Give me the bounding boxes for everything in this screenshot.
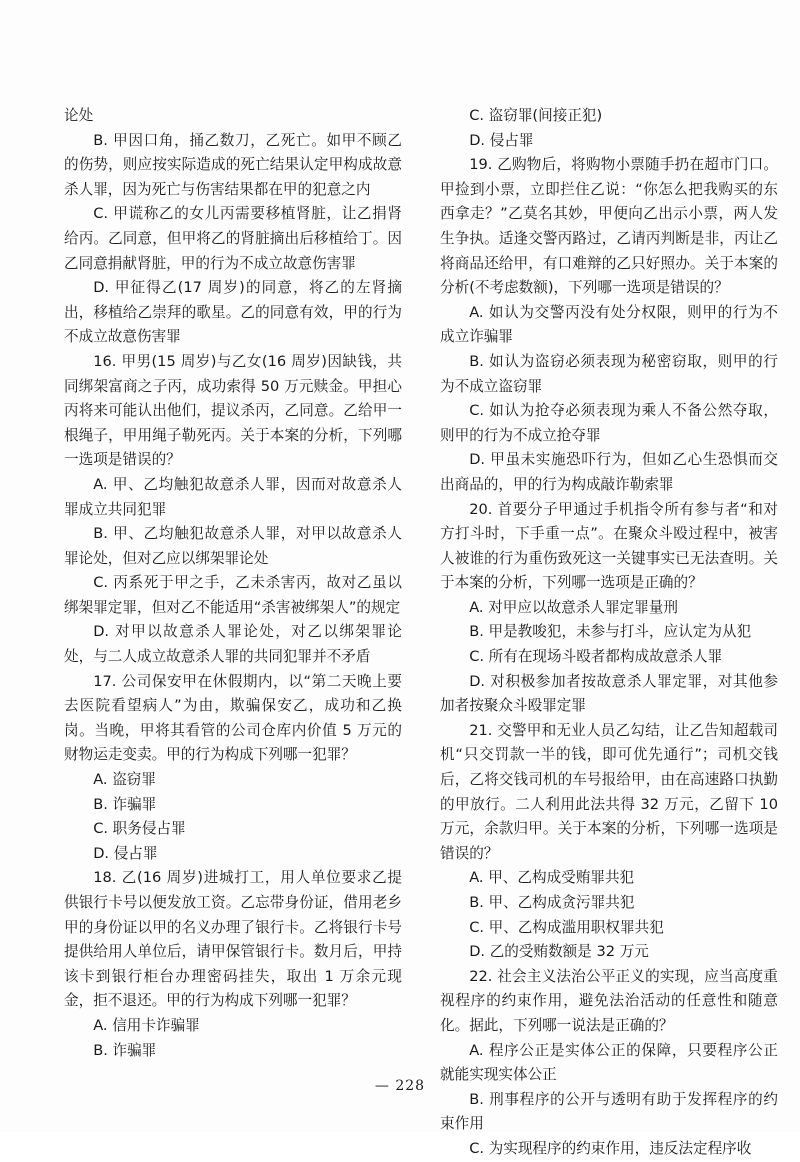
answer-option: C. 甲、乙构成滥用职权罪共犯	[469, 918, 664, 936]
answer-option: B. 刑事程序的公开与透明有助于发挥程序的约束作用	[440, 1090, 778, 1133]
page-number: — 228	[374, 1078, 426, 1094]
right-column	[440, 104, 778, 1162]
answer-option: B. 甲、乙构成贪污罪共犯	[469, 894, 635, 911]
answer-option: D. 侵占罪	[469, 131, 534, 149]
question-paragraph: 17. 公司保安甲在休假期内，以“第二天晚上要去医院看望病人”为由，欺骗保安乙，成功和乙换岗。当晚，甲将其看管的公司仓库内价值 5 万元的财物运走变卖。甲的行为构成下列哪一犯罪？	[64, 672, 402, 764]
answer-option: D. 对甲以故意杀人罪论处，对乙以绑架罪论处，与二人成立故意杀人罪的共同犯罪并不矛盾	[64, 623, 402, 666]
answer-option: D. 乙的受贿数额是 32 万元	[469, 943, 649, 961]
answer-option: A. 甲、乙构成受贿罪共犯	[469, 869, 635, 887]
question-paragraph: 16. 甲男(15 周岁)与乙女(16 周岁)因缺钱，共同绑架富商之子丙，成功索得 50 万元赎金。甲担心丙将来可能认出他们，提议杀丙，乙同意。乙给甲一根绳子，甲用绳子勒死丙。关于本案的分析，下列哪一选项是错误的？	[64, 352, 402, 469]
answer-option: C. 所有在现场斗殴者都构成故意杀人罪	[469, 648, 723, 666]
answer-option: C. 丙系死于甲之手，乙未杀害丙，故对乙虽以绑架罪定罪，但对乙不能适用“杀害被绑架人”的规定	[64, 574, 402, 616]
question-paragraph: 18. 乙(16 周岁)进城打工，用人单位要求乙提供银行卡号以便发放工资。乙忘带身份证，借用老乡甲的身份证以甲的名义办理了银行卡。乙将银行卡号提供给用人单位后，请甲保管银行卡。数月后，甲持该卡到银行柜台办理密码挂失，取出 1 万余元现金，拒不退还。甲的行为构成下列哪一犯罪？	[64, 869, 402, 1010]
answer-option: B. 诈骗罪	[93, 1041, 157, 1059]
answer-option: B. 诈骗罪	[93, 795, 157, 813]
answer-option: A. 盗窃罪	[93, 771, 156, 789]
question-paragraph: 22. 社会主义法治公平正义的实现，应当高度重视程序的约束作用，避免法治活动的任意性和随意化。据此，下列哪一说法是正确的？	[440, 967, 778, 1034]
question-paragraph: 21. 交警甲和无业人员乙勾结，让乙告知超载司机“只交罚款一半的钱，即可优先通行”；司机交钱后，乙将交钱司机的车号报给甲，由在高速路口执勤的甲放行。二人利用此法共得 32 万元，乙留下 10 万元，余款归甲。关于本案的分析，下列哪一选项是错误的？	[440, 721, 778, 862]
question-paragraph: 20. 首要分子甲通过手机指令所有参与者“和对方打斗时，下手重一点”。在聚众斗殴过程中，被害人被谁的行为重伤致死这一关键事实已无法查明。关于本案的分析，下列哪一选项是正确的？	[440, 500, 778, 592]
question-paragraph: D. 甲征得乙(17 周岁)的同意，将乙的左肾摘出，移植给乙崇拜的歌星。乙的同意有效，甲的行为不成立故意伤害罪	[64, 279, 402, 346]
answer-option: A. 程序公正是实体公正的保障，只要程序公正就能实现实体公正	[440, 1041, 778, 1084]
answer-option: C. 盗窃罪(间接正犯)	[469, 107, 603, 124]
answer-option: A. 如认为交警丙没有处分权限，则甲的行为不成立诈骗罪	[440, 303, 778, 346]
answer-option: D. 甲虽未实施恐吓行为，但如乙心生恐惧而交出商品的，甲的行为构成敲诈勒索罪	[440, 451, 778, 493]
answer-option: C. 为实现程序的约束作用，违反法定程序收	[469, 1139, 752, 1157]
question-paragraph: 19. 乙购物后，将购物小票随手扔在超市门口。甲捡到小票，立即拦住乙说：“你怎么把我购买的东西拿走？”乙莫名其妙，甲便向乙出示小票，两人发生争执。适逢交警丙路过，乙请丙判断是非，丙让乙将商品还给甲，有口难辩的乙只好照办。关于本案的分析(不考虑数额)，下列哪一选项是错误的？	[440, 156, 778, 297]
question-paragraph: B. 甲因口角，捅乙数刀，乙死亡。如甲不顾乙的伤势，则应按实际造成的死亡结果认定甲构成故意杀人罪，因为死亡与伤害结果都在甲的犯意之内	[64, 131, 402, 198]
answer-option: C. 职务侵占罪	[93, 820, 186, 838]
answer-option: A. 甲、乙均触犯故意杀人罪，因而对故意杀人罪成立共同犯罪	[64, 475, 402, 518]
answer-option: B. 甲、乙均触犯故意杀人罪，对甲以故意杀人罪论处，但对乙应以绑架罪论处	[64, 525, 402, 567]
answer-option: C. 如认为抢夺必须表现为乘人不备公然夺取，则甲的行为不成立抢夺罪	[440, 402, 778, 444]
answer-option: D. 侵占罪	[93, 844, 158, 862]
answer-option: D. 对积极参加者按故意杀人罪定罪，对其他参加者按聚众斗殴罪定罪	[440, 672, 778, 715]
left-column	[64, 104, 402, 1063]
continued-text: 论处	[64, 107, 94, 124]
answer-option: A. 对甲应以故意杀人罪定罪量刑	[469, 598, 678, 616]
answer-option: A. 信用卡诈骗罪	[93, 1016, 200, 1034]
answer-option: B. 甲是教唆犯，未参与打斗，应认定为从犯	[469, 623, 752, 641]
question-paragraph: C. 甲谎称乙的女儿丙需要移植肾脏，让乙捐肾给丙。乙同意，但甲将乙的肾脏摘出后移植给丁。因乙同意捐献肾脏，甲的行为不成立故意伤害罪	[64, 205, 402, 272]
answer-option: B. 如认为盗窃必须表现为秘密窃取，则甲的行为不成立盗窃罪	[440, 352, 778, 395]
